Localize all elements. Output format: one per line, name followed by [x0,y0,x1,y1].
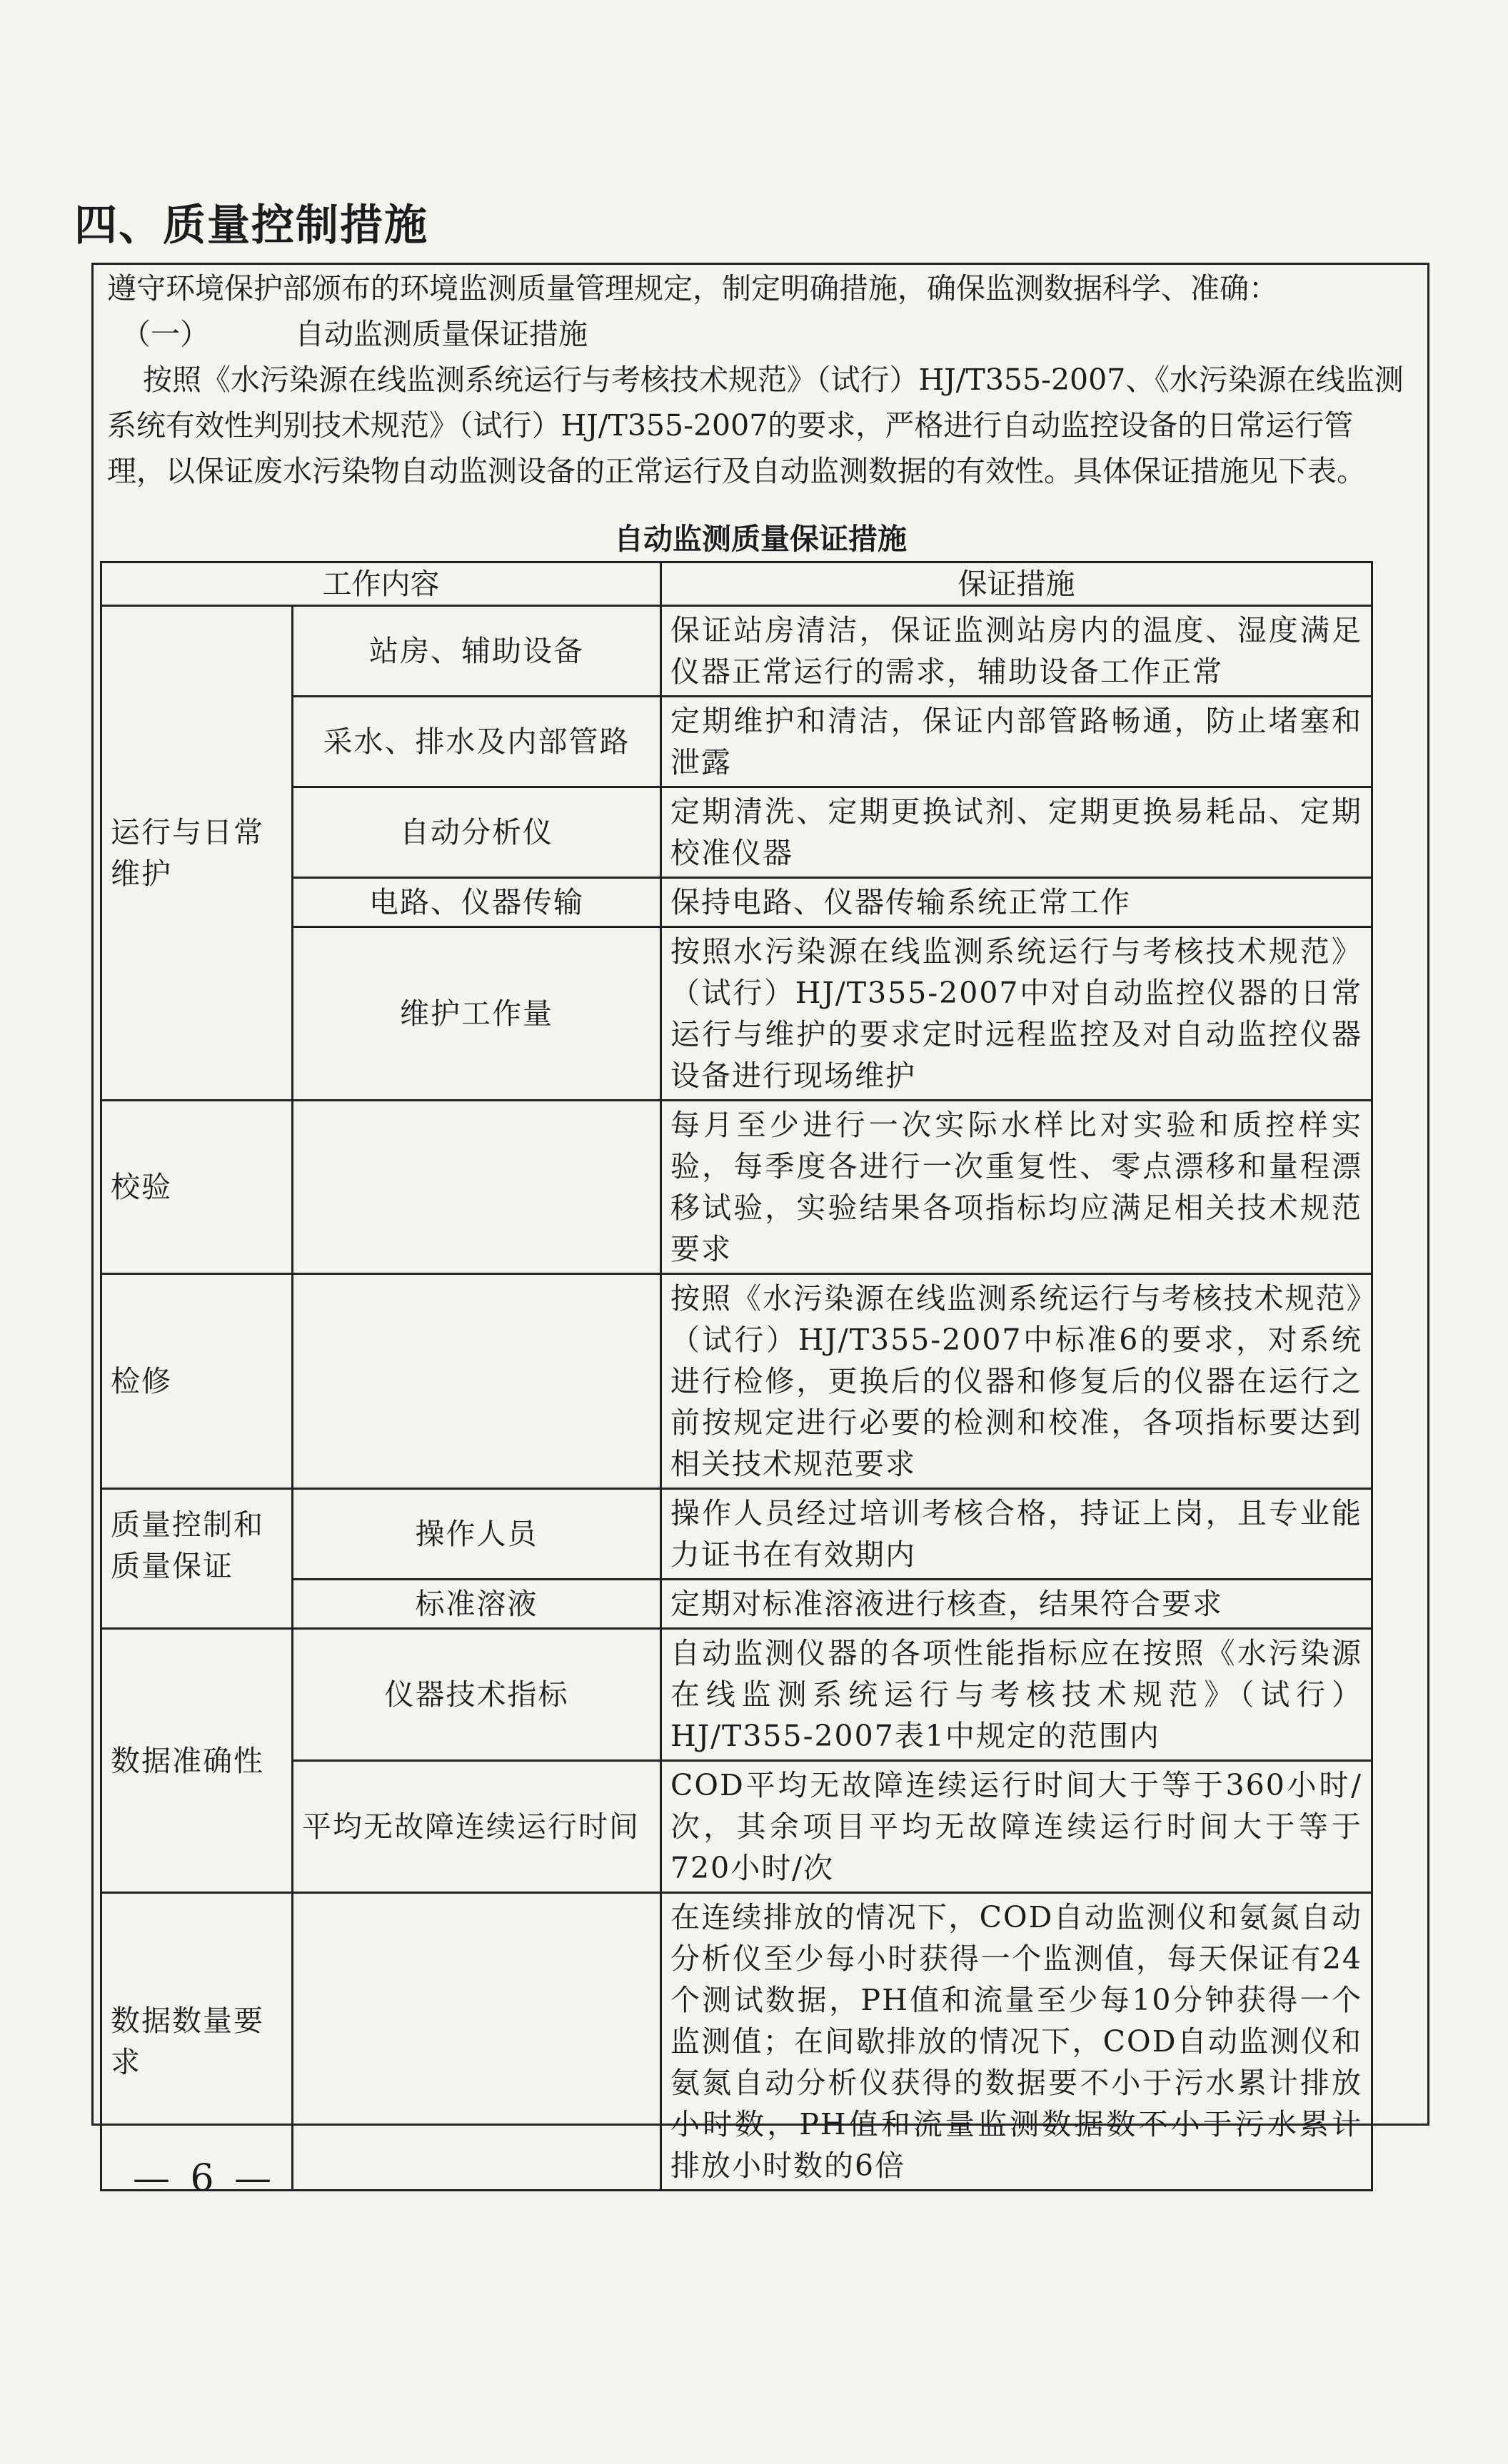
subsection-number: （一） [121,317,209,351]
intro-line: 遵守环境保护部颁布的环境监测质量管理规定，制定明确措施，确保监测数据科学、准确： [107,271,1278,306]
item-cell [293,1274,661,1489]
header-measures: 保证措施 [661,562,1372,606]
category-cell: 校验 [101,1101,293,1274]
item-cell: 自动分析仪 [293,787,661,878]
header-work-content: 工作内容 [101,562,661,606]
item-cell [293,1101,661,1274]
section-heading: 四、质量控制措施 [74,201,428,251]
quality-assurance-table [100,561,1373,2191]
measure-cell: 定期维护和清洁，保证内部管路畅通，防止堵塞和泄露 [661,697,1372,787]
intro-paragraph: 按照《水污染源在线监测系统运行与考核技术规范》（试行）HJ/T355-2007、《水污染源在线监测系统有效性判别技术规范》（试行）HJ/T355-2007的要求，严格进行自动监控设备的日常运行管理，以保证废水污染物自动监测设备的正常运行及自动监测数据的有效性。具体保证措施见下表。 [107,363,1404,488]
table-header-row [101,562,1372,606]
table-caption: 自动监测质量保证措施 [614,522,907,556]
measure-cell: COD平均无故障连续运行时间大于等于360小时/次，其余项目平均无故障连续运行时间大于等于720小时/次 [661,1761,1372,1893]
item-cell: 平均无故障连续运行时间 [293,1761,661,1893]
category-cell: 检修 [101,1274,293,1489]
table-row [101,1101,1372,1274]
item-cell: 操作人员 [293,1489,661,1580]
item-cell: 仪器技术指标 [293,1629,661,1761]
table-row [101,1274,1372,1489]
category-cell: 数据数量要求 [101,1893,293,2191]
subsection-title: 自动监测质量保证措施 [295,317,588,351]
measure-cell: 操作人员经过培训考核合格，持证上岗，且专业能力证书在有效期内 [661,1489,1372,1580]
table-row [101,606,1372,697]
category-cell: 运行与日常维护 [101,606,293,1101]
measure-cell: 保持电路、仪器传输系统正常工作 [661,878,1372,927]
measure-cell: 定期对标准溶液进行核查，结果符合要求 [661,1580,1372,1629]
page-number: — 6 — [133,2157,276,2200]
measure-cell: 自动监测仪器的各项性能指标应在按照《水污染源在线监测系统运行与考核技术规范》（试行）HJ/T355-2007表1中规定的范围内 [661,1629,1372,1761]
category-cell: 数据准确性 [101,1629,293,1893]
measure-cell: 按照水污染源在线监测系统运行与考核技术规范》（试行）HJ/T355-2007中对自动监控仪器的日常运行与维护的要求定时远程监控及对自动监控仪器设备进行现场维护 [661,927,1372,1101]
table-row [101,1489,1372,1580]
measure-cell: 定期清洗、定期更换试剂、定期更换易耗品、定期校准仪器 [661,787,1372,878]
measure-cell: 每月至少进行一次实际水样比对实验和质控样实验，每季度各进行一次重复性、零点漂移和量程漂移试验，实验结果各项指标均应满足相关技术规范要求 [661,1101,1372,1274]
intro-block [107,266,1407,494]
item-cell: 标准溶液 [293,1580,661,1629]
category-cell: 质量控制和质量保证 [101,1489,293,1629]
measure-cell: 在连续排放的情况下，COD自动监测仪和氨氮自动分析仪至少每小时获得一个监测值，每天保证有24个测试数据，PH值和流量至少每10分钟获得一个监测值；在间歇排放的情况下，COD自动监测仪和氨氮自动分析仪获得的数据要不小于污水累计排放小时数，PH值和流量监测数据数不小于污水累计排放小时数的6倍 [661,1893,1372,2191]
item-cell: 站房、辅助设备 [293,606,661,697]
item-cell: 维护工作量 [293,927,661,1101]
item-cell: 电路、仪器传输 [293,878,661,927]
item-cell [293,1893,661,2191]
measure-cell: 保证站房清洁，保证监测站房内的温度、湿度满足仪器正常运行的需求，辅助设备工作正常 [661,606,1372,697]
measure-cell: 按照《水污染源在线监测系统运行与考核技术规范》（试行）HJ/T355-2007中标准6的要求，对系统进行检修，更换后的仪器和修复后的仪器在运行之前按规定进行必要的检测和校准，各项指标要达到相关技术规范要求 [661,1274,1372,1489]
table-row [101,1629,1372,1761]
table-row [101,1893,1372,2191]
item-cell: 采水、排水及内部管路 [293,697,661,787]
subsection-heading [107,311,1407,357]
